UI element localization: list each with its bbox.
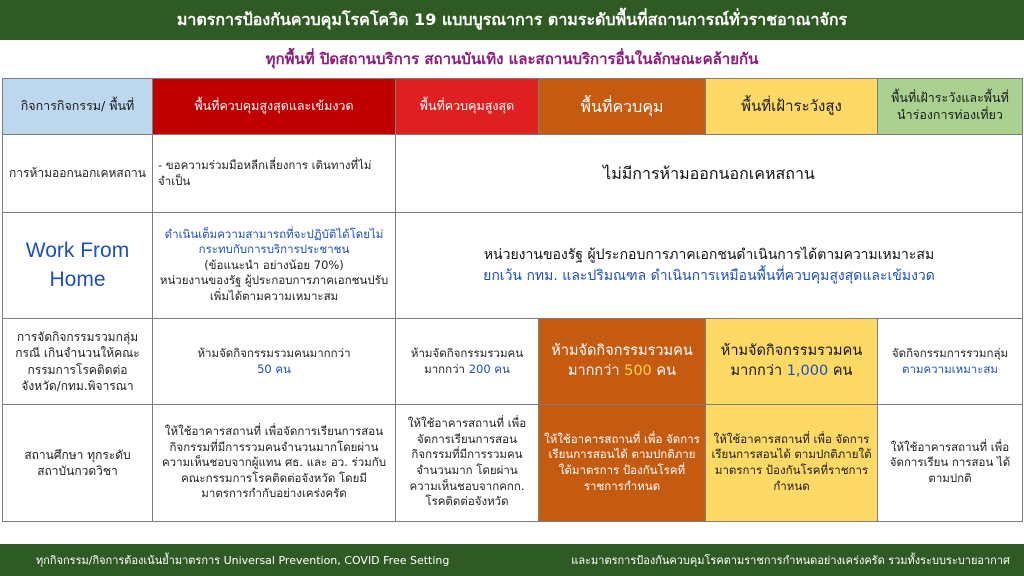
title-banner	[0, 0, 1024, 40]
row-gathering	[3, 319, 1023, 405]
gathering-watch-text: จัดกิจกรรมการรวมกลุ่ม	[891, 345, 1009, 360]
cell-education-high-watch: ให้ใช้อาคารสถานที่ เพื่อ จัดการเรียนการสอนได้ ตามปกติภายใต้มาตรการ ป้องกันโรคที่ราชการกำหนด	[706, 405, 878, 522]
gathering-max-text: ห้ามจัดกิจกรรมรวมคน มากกว่า	[410, 345, 524, 376]
wfh-max-strict-line3: หน่วยงานของรัฐ ผู้ประกอบการภาคเอกชนปรับเพิ่มได้ตามความเหมาะสม	[159, 273, 389, 303]
header-row	[3, 79, 1023, 135]
col-header-watch-pilot: พื้นที่เฝ้าระวังและพื้นที่นำร่องการท่องเที่ยว	[878, 79, 1023, 135]
cell-gathering-max	[396, 319, 539, 405]
cell-gathering-watch	[878, 319, 1023, 405]
row-label-wfh: Work From Home	[3, 213, 153, 319]
wfh-max-strict-line2: (ข้อแนะนำ อย่างน้อย 70%)	[204, 257, 344, 272]
cell-education-control: ให้ใช้อาคารสถานที่ เพื่อ จัดการเรียนการสอนได้ ตามปกติภายใต้มาตรการ ป้องกันโรคที่ราชการกำหนด	[539, 405, 706, 522]
gathering-max-strict-text: ห้ามจัดกิจกรรมรวมคนมากกว่า	[197, 345, 351, 360]
gathering-watch-suffix: ตามความเหมาะสม	[901, 361, 999, 376]
row-label-curfew: การห้ามออกนอกเคหสถาน	[3, 135, 153, 213]
col-header-high-watch: พื้นที่เฝ้าระวังสูง	[706, 79, 878, 135]
footer-banner	[0, 544, 1024, 576]
cell-curfew-max-strict: - ขอความร่วมมือหลีกเลี่ยงการ เดินทางที่ไม่จำเป็น	[153, 135, 396, 213]
wfh-others-line2: ยกเว้น กทม. และปริมณฑล ดำเนินการเหมือนพื้นที่ควบคุมสูงสุดและเข้มงวด	[483, 267, 935, 284]
cell-education-max: ให้ใช้อาคารสถานที่ เพื่อจัดการเรียนการสอน กิจกรรมที่มีการรวมคน จำนวนมาก โดยผ่าน ความเห็นชอบจากคกก. โรคติดต่อจังหวัด	[396, 405, 539, 522]
subtitle: ทุกพื้นที่ ปิดสถานบริการ สถานบันเทิง และสถานบริการอื่นในลักษณะคล้ายกัน	[265, 50, 759, 68]
wfh-others-line1: หน่วยงานของรัฐ ผู้ประกอบการภาคเอกชนดำเนินการได้ตามความเหมาะสม	[483, 246, 935, 263]
col-header-activity: กิจการกิจกรรม/ พื้นที่	[3, 79, 153, 135]
footer-left-text: ทุกกิจกรรม/กิจการต้องเน้นย้ำมาตรการ Universal Prevention, COVID Free Setting	[36, 554, 450, 567]
footer-right-text: และมาตรการป้องกันควบคุมโรคตามราชการกำหนดอย่างเคร่งครัด รวมทั้งระบบระบายอากาศ	[571, 554, 1010, 567]
cell-gathering-max-strict	[153, 319, 396, 405]
gathering-high-watch-text: ห้ามจัดกิจกรรมรวมคน มากกว่า	[720, 342, 863, 379]
gathering-high-watch-num: 1,000	[786, 362, 829, 379]
cell-wfh-others	[396, 213, 1023, 319]
row-wfh	[3, 213, 1023, 319]
col-header-max: พื้นที่ควบคุมสูงสุด	[396, 79, 539, 135]
row-label-education: สถานศึกษา ทุกระดับ สถาบันกวดวิชา	[3, 405, 153, 522]
gathering-high-watch-unit: คน	[832, 362, 853, 379]
page-title: มาตรการป้องกันควบคุมโรคโควิด 19 แบบบูรณาการ ตามระดับพื้นที่สถานการณ์ทั่วราชอาณาจักร	[176, 9, 848, 29]
row-label-gathering: การจัดกิจกรรมรวมกลุ่ม กรณี เกินจำนวนให้คณะกรรมการโรคติดต่อจังหวัด/กทม.พิจารณา	[3, 319, 153, 405]
gathering-control-num: 500	[624, 362, 652, 379]
cell-wfh-max-strict	[153, 213, 396, 319]
cell-education-watch: ให้ใช้อาคารสถานที่ เพื่อ จัดการเรียน การสอน ได้ตามปกติ	[878, 405, 1023, 522]
row-curfew	[3, 135, 1023, 213]
cell-curfew-others: ไม่มีการห้ามออกนอกเคหสถาน	[396, 135, 1023, 213]
gathering-control-unit: คน	[656, 362, 677, 379]
cell-gathering-high-watch	[706, 319, 878, 405]
gathering-control-text: ห้ามจัดกิจกรรมรวมคน มากกว่า	[551, 342, 693, 379]
cell-gathering-control	[539, 319, 706, 405]
col-header-control: พื้นที่ควบคุม	[539, 79, 706, 135]
gathering-max-strict-num: 50 คน	[257, 361, 291, 376]
wfh-max-strict-line1: ดำเนินเต็มความสามารถที่จะปฏิบัติได้โดยไม่กระทบกับการบริการประชาชน	[164, 226, 384, 257]
row-education	[3, 405, 1023, 522]
gathering-max-num: 200 คน	[468, 361, 510, 376]
col-header-max-strict: พื้นที่ควบคุมสูงสุดและเข้มงวด	[153, 79, 396, 135]
cell-education-max-strict: ให้ใช้อาคารสถานที่ เพื่อจัดการเรียนการสอน กิจกรรมที่มีการรวมคนจำนวนมากโดยผ่านความเห็นชอบจากผู้แทน ศธ. และ อว. ร่วมกับคณะกรรมการโรคติดต่อจังหวัด โดยมีมาตรการกำกับอย่างเคร่งครัด	[153, 405, 396, 522]
measures-table	[2, 78, 1023, 522]
